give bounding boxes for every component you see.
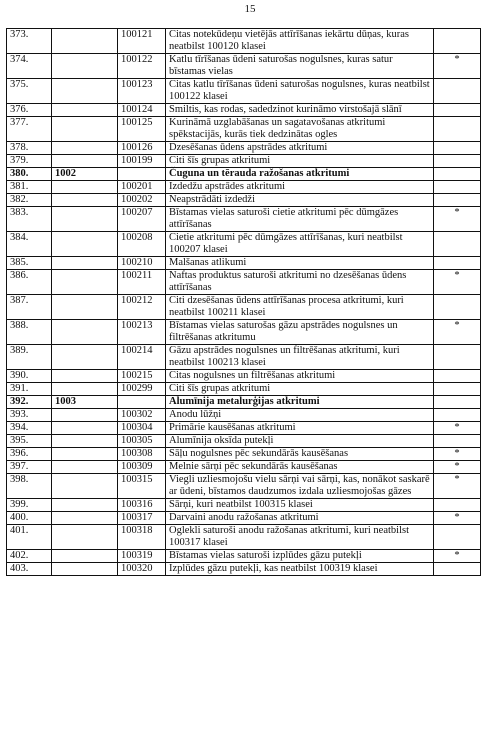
- row-number: 393.: [7, 409, 52, 422]
- hazard-mark: [434, 525, 481, 550]
- row-number: 386.: [7, 270, 52, 295]
- table-row: [7, 563, 481, 576]
- group-code: [52, 383, 118, 396]
- table-row: [7, 29, 481, 54]
- row-number: 401.: [7, 525, 52, 550]
- row-number: 391.: [7, 383, 52, 396]
- group-code: [52, 422, 118, 435]
- hazard-mark: [434, 194, 481, 207]
- hazard-mark: *: [434, 550, 481, 563]
- waste-description: Naftas produktus saturoši atkritumi no dzesēšanas ūdens attīrīšanas: [166, 270, 434, 295]
- waste-description: Katlu tīrīšanas ūdeni saturošas nogulsnes, kuras satur bīstamas vielas: [166, 54, 434, 79]
- waste-code: 100210: [118, 257, 166, 270]
- hazard-mark: *: [434, 207, 481, 232]
- waste-description: Darvaini anodu ražošanas atkritumi: [166, 512, 434, 525]
- waste-classification-table: [6, 28, 481, 576]
- group-code: 1003: [52, 396, 118, 409]
- waste-description: Sāļu nogulsnes pēc sekundārās kausēšanas: [166, 448, 434, 461]
- hazard-mark: *: [434, 270, 481, 295]
- row-number: 381.: [7, 181, 52, 194]
- table-row: [7, 474, 481, 499]
- hazard-mark: [434, 142, 481, 155]
- waste-code: [118, 396, 166, 409]
- table-row: [7, 194, 481, 207]
- table-row: [7, 422, 481, 435]
- group-code: [52, 155, 118, 168]
- waste-code: [118, 168, 166, 181]
- waste-description: Viegli uzliesmojošu vielu sārņi vai sārņi, kas, nonākot saskarē ar ūdeni, bīstamos daudzumos izdala uzliesmojošas gāzes: [166, 474, 434, 499]
- row-number: 385.: [7, 257, 52, 270]
- hazard-mark: [434, 295, 481, 320]
- row-number: 403.: [7, 563, 52, 576]
- row-number: 379.: [7, 155, 52, 168]
- row-number: 399.: [7, 499, 52, 512]
- group-code: [52, 525, 118, 550]
- waste-code: 100201: [118, 181, 166, 194]
- waste-code: 100319: [118, 550, 166, 563]
- row-number: 378.: [7, 142, 52, 155]
- table-row: [7, 320, 481, 345]
- group-code: [52, 181, 118, 194]
- waste-description: Oglekli saturoši anodu ražošanas atkritumi, kuri neatbilst 100317 klasei: [166, 525, 434, 550]
- row-number: 377.: [7, 117, 52, 142]
- row-number: 398.: [7, 474, 52, 499]
- group-code: [52, 232, 118, 257]
- waste-code: 100299: [118, 383, 166, 396]
- hazard-mark: *: [434, 320, 481, 345]
- waste-description: Bīstamas vielas saturoši izplūdes gāzu putekļi: [166, 550, 434, 563]
- row-number: 389.: [7, 345, 52, 370]
- row-number: 396.: [7, 448, 52, 461]
- hazard-mark: [434, 345, 481, 370]
- hazard-mark: [434, 257, 481, 270]
- row-number: 376.: [7, 104, 52, 117]
- table-row: [7, 383, 481, 396]
- table-row: [7, 117, 481, 142]
- group-code: [52, 499, 118, 512]
- hazard-mark: [434, 181, 481, 194]
- hazard-mark: [434, 79, 481, 104]
- waste-code: 100125: [118, 117, 166, 142]
- waste-code: 100212: [118, 295, 166, 320]
- group-code: [52, 29, 118, 54]
- group-code: [52, 320, 118, 345]
- group-code: 1002: [52, 168, 118, 181]
- waste-description: Citi šīs grupas atkritumi: [166, 383, 434, 396]
- waste-code: 100124: [118, 104, 166, 117]
- hazard-mark: *: [434, 474, 481, 499]
- table-row: [7, 396, 481, 409]
- waste-code: 100123: [118, 79, 166, 104]
- waste-description: Izdedžu apstrādes atkritumi: [166, 181, 434, 194]
- group-code: [52, 435, 118, 448]
- waste-code: 100320: [118, 563, 166, 576]
- row-number: 375.: [7, 79, 52, 104]
- hazard-mark: *: [434, 461, 481, 474]
- waste-description: Alumīnija metalurģijas atkritumi: [166, 396, 434, 409]
- hazard-mark: [434, 383, 481, 396]
- waste-code: 100213: [118, 320, 166, 345]
- row-number: 392.: [7, 396, 52, 409]
- row-number: 387.: [7, 295, 52, 320]
- table-row: [7, 461, 481, 474]
- waste-description: Citas katlu tīrīšanas ūdeni saturošas nogulsnes, kuras neatbilst 100122 klasei: [166, 79, 434, 104]
- row-number: 394.: [7, 422, 52, 435]
- waste-description: Citi dzesēšanas ūdens attīrīšanas procesa atkritumi, kuri neatbilst 100211 klasei: [166, 295, 434, 320]
- waste-code: 100309: [118, 461, 166, 474]
- hazard-mark: *: [434, 512, 481, 525]
- table-row: [7, 104, 481, 117]
- group-code: [52, 512, 118, 525]
- table-row: [7, 295, 481, 320]
- table-row: [7, 207, 481, 232]
- waste-code: 100211: [118, 270, 166, 295]
- waste-description: Citas nogulsnes un filtrēšanas atkritumi: [166, 370, 434, 383]
- group-code: [52, 117, 118, 142]
- hazard-mark: [434, 155, 481, 168]
- row-number: 397.: [7, 461, 52, 474]
- hazard-mark: [434, 168, 481, 181]
- table-row: [7, 232, 481, 257]
- group-code: [52, 474, 118, 499]
- hazard-mark: [434, 117, 481, 142]
- group-code: [52, 54, 118, 79]
- group-code: [52, 461, 118, 474]
- hazard-mark: [434, 499, 481, 512]
- group-code: [52, 345, 118, 370]
- page-number: 15: [244, 3, 256, 15]
- hazard-mark: [434, 396, 481, 409]
- row-number: 374.: [7, 54, 52, 79]
- group-code: [52, 370, 118, 383]
- table-row: [7, 142, 481, 155]
- waste-description: Čuguna un tērauda ražošanas atkritumi: [166, 168, 434, 181]
- waste-code: 100317: [118, 512, 166, 525]
- row-number: 373.: [7, 29, 52, 54]
- group-code: [52, 207, 118, 232]
- row-number: 388.: [7, 320, 52, 345]
- waste-description: Alumīnija oksīda putekļi: [166, 435, 434, 448]
- waste-code: 100122: [118, 54, 166, 79]
- hazard-mark: [434, 370, 481, 383]
- waste-description: Gāzu apstrādes nogulsnes un filtrēšanas atkritumi, kuri neatbilst 100213 klasei: [166, 345, 434, 370]
- waste-code: 100302: [118, 409, 166, 422]
- table-row: [7, 435, 481, 448]
- table-row: [7, 499, 481, 512]
- hazard-mark: *: [434, 54, 481, 79]
- group-code: [52, 79, 118, 104]
- group-code: [52, 270, 118, 295]
- table-row: [7, 448, 481, 461]
- group-code: [52, 104, 118, 117]
- group-code: [52, 563, 118, 576]
- group-code: [52, 550, 118, 563]
- waste-code: 100304: [118, 422, 166, 435]
- waste-description: Smiltis, kas rodas, sadedzinot kurināmo virstošajā slānī: [166, 104, 434, 117]
- group-code: [52, 257, 118, 270]
- waste-description: Izplūdes gāzu putekļi, kas neatbilst 100319 klasei: [166, 563, 434, 576]
- row-number: 382.: [7, 194, 52, 207]
- waste-code: 100207: [118, 207, 166, 232]
- waste-description: Cietie atkritumi pēc dūmgāzes attīrīšanas, kuri neatbilst 100207 klasei: [166, 232, 434, 257]
- table-row: [7, 370, 481, 383]
- table-row: [7, 409, 481, 422]
- group-code: [52, 409, 118, 422]
- table-row: [7, 270, 481, 295]
- row-number: 395.: [7, 435, 52, 448]
- waste-code: 100215: [118, 370, 166, 383]
- table-row: [7, 155, 481, 168]
- table-row: [7, 257, 481, 270]
- table-row: [7, 79, 481, 104]
- table-row: [7, 512, 481, 525]
- waste-description: Kurināmā uzglabāšanas un sagatavošanas atkritumi spēkstacijās, kurās tiek dedzinātas ogles: [166, 117, 434, 142]
- waste-code: 100214: [118, 345, 166, 370]
- table-row: [7, 168, 481, 181]
- row-number: 380.: [7, 168, 52, 181]
- waste-code: 100199: [118, 155, 166, 168]
- waste-description: Bīstamas vielas saturoši cietie atkritumi pēc dūmgāzes attīrīšanas: [166, 207, 434, 232]
- group-code: [52, 448, 118, 461]
- waste-description: Primārie kausēšanas atkritumi: [166, 422, 434, 435]
- waste-description: Sārņi, kuri neatbilst 100315 klasei: [166, 499, 434, 512]
- group-code: [52, 295, 118, 320]
- waste-code: 100308: [118, 448, 166, 461]
- hazard-mark: [434, 104, 481, 117]
- table-row: [7, 181, 481, 194]
- hazard-mark: [434, 232, 481, 257]
- hazard-mark: [434, 435, 481, 448]
- waste-code: 100121: [118, 29, 166, 54]
- waste-description: Dzesēšanas ūdens apstrādes atkritumi: [166, 142, 434, 155]
- waste-code: 100208: [118, 232, 166, 257]
- waste-code: 100202: [118, 194, 166, 207]
- hazard-mark: *: [434, 422, 481, 435]
- row-number: 384.: [7, 232, 52, 257]
- waste-code: 100305: [118, 435, 166, 448]
- table-row: [7, 54, 481, 79]
- waste-description: Citas notekūdeņu vietējās attīrīšanas iekārtu dūņas, kuras neatbilst 100120 klasei: [166, 29, 434, 54]
- waste-description: Anodu lūžņi: [166, 409, 434, 422]
- row-number: 383.: [7, 207, 52, 232]
- waste-description: Malšanas atlikumi: [166, 257, 434, 270]
- waste-description: Neapstrādāti izdedži: [166, 194, 434, 207]
- table-row: [7, 345, 481, 370]
- hazard-mark: [434, 29, 481, 54]
- table-row: [7, 550, 481, 563]
- waste-code: 100315: [118, 474, 166, 499]
- group-code: [52, 142, 118, 155]
- row-number: 402.: [7, 550, 52, 563]
- waste-description: Bīstamas vielas saturošas gāzu apstrādes nogulsnes un filtrēšanas atkritumu: [166, 320, 434, 345]
- hazard-mark: *: [434, 448, 481, 461]
- group-code: [52, 194, 118, 207]
- hazard-mark: [434, 563, 481, 576]
- row-number: 400.: [7, 512, 52, 525]
- waste-description: Citi šīs grupas atkritumi: [166, 155, 434, 168]
- waste-description: Melnie sārņi pēc sekundārās kausēšanas: [166, 461, 434, 474]
- table-row: [7, 525, 481, 550]
- waste-code: 100318: [118, 525, 166, 550]
- waste-code: 100316: [118, 499, 166, 512]
- row-number: 390.: [7, 370, 52, 383]
- hazard-mark: [434, 409, 481, 422]
- waste-code: 100126: [118, 142, 166, 155]
